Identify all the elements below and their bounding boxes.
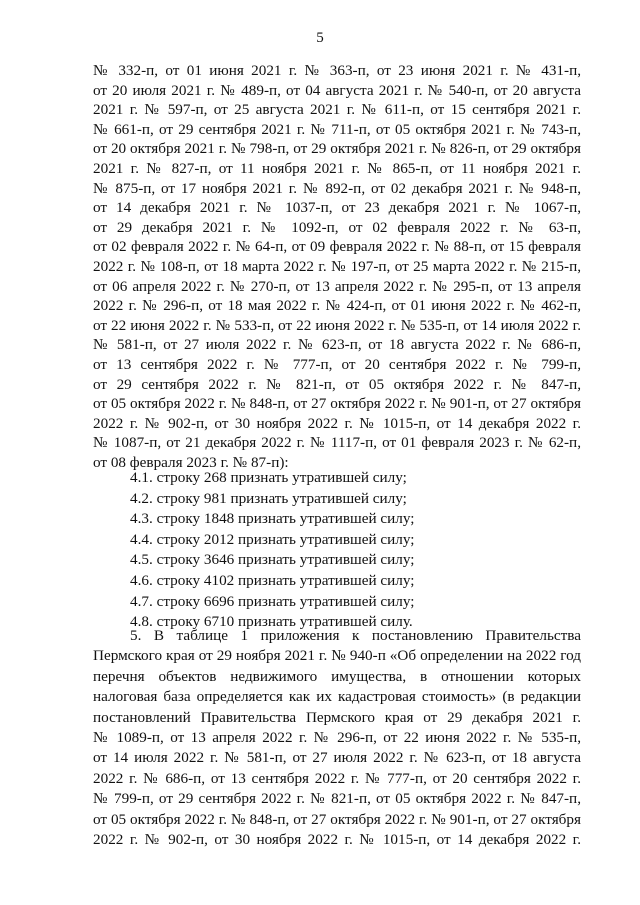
- text-line: № 799-п, от 29 сентября 2022 г. № 821-п, от 05 октября 2022 г. № 847-п,: [93, 790, 581, 808]
- text-line: налоговая база определяется как их кадастровая стоимость» (в редакции: [93, 688, 581, 706]
- text-line: 2022 г. № 686-п, от 13 сентября 2022 г. № 777-п, от 20 сентября 2022 г.: [93, 769, 581, 787]
- list-item: 4.8. строку 6710 признать утратившей силу.: [130, 613, 413, 631]
- text-line: перечня объектов недвижимого имущества, в отношении которых: [93, 667, 581, 685]
- text-line: 2022 г. № 108-п, от 18 марта 2022 г. № 197-п, от 25 марта 2022 г. № 215-п,: [93, 257, 581, 275]
- text-line: от 14 декабря 2021 г. № 1037-п, от 23 декабря 2021 г. № 1067-п,: [93, 199, 581, 217]
- text-line: 2021 г. № 827-п, от 11 ноября 2021 г. № 865-п, от 11 ноября 2021 г.: [93, 159, 581, 177]
- text-line: 2022 г. № 296-п, от 18 мая 2022 г. № 424-п, от 01 июня 2022 г. № 462-п,: [93, 297, 581, 315]
- list-item: 4.4. строку 2012 признать утратившей силу;: [130, 530, 415, 548]
- text-line: Пермского края от 29 ноября 2021 г. № 940-п «Об определении на 2022 год: [93, 647, 581, 665]
- text-line: № 332-п, от 01 июня 2021 г. № 363-п, от 23 июня 2021 г. № 431-п,: [93, 62, 581, 79]
- items-list: [93, 468, 581, 633]
- text-line: № 1087-п, от 21 декабря 2022 г. № 1117-п, от 01 февраля 2023 г. № 62-п,: [93, 434, 581, 452]
- text-line: от 20 июля 2021 г. № 489-п, от 04 августа 2021 г. № 540-п, от 20 августа: [93, 81, 581, 99]
- text-line: от 14 июля 2022 г. № 581-п, от 27 июля 2022 г. № 623-п, от 18 августа: [93, 749, 581, 767]
- list-item: 4.1. строку 268 признать утратившей силу;: [130, 469, 407, 486]
- text-line: 2021 г. № 597-п, от 25 августа 2021 г. № 611-п, от 15 сентября 2021 г.: [93, 101, 581, 119]
- text-line: от 05 октября 2022 г. № 848-п, от 27 октября 2022 г. № 901-п, от 27 октября: [93, 810, 581, 828]
- text-line: 5. В таблице 1 приложения к постановлению Правительства: [130, 627, 581, 644]
- list-item: 4.6. строку 4102 признать утратившей силу;: [130, 571, 415, 589]
- list-item: 4.3. строку 1848 признать утратившей силу;: [130, 510, 415, 528]
- text-line: № 581-п, от 27 июля 2022 г. № 623-п, от 18 августа 2022 г. № 686-п,: [93, 336, 581, 354]
- text-line: от 02 февраля 2022 г. № 64-п, от 09 февраля 2022 г. № 88-п, от 15 февраля: [93, 238, 581, 256]
- text-line: от 06 апреля 2022 г. № 270-п, от 13 апреля 2022 г. № 295-п, от 13 апреля: [93, 277, 581, 295]
- text-line: постановлений Правительства Пермского края от 29 декабря 2021 г.: [93, 708, 581, 726]
- text-line: от 05 октября 2022 г. № 848-п, от 27 октября 2022 г. № 901-п, от 27 октября: [93, 395, 581, 413]
- list-item: 4.5. строку 3646 признать утратившей силу;: [130, 551, 415, 569]
- text-line: 2022 г. № 902-п, от 30 ноября 2022 г. № 1015-п, от 14 декабря 2022 г.: [93, 414, 581, 432]
- text-line: № 875-п, от 17 ноября 2021 г. № 892-п, от 02 декабря 2021 г. № 948-п,: [93, 179, 581, 197]
- text-line: 2022 г. № 902-п, от 30 ноября 2022 г. № 1015-п, от 14 декабря 2022 г.: [93, 831, 581, 849]
- text-line: № 1089-п, от 13 апреля 2022 г. № 296-п, от 22 июня 2022 г. № 535-п,: [93, 729, 581, 747]
- text-line: № 661-п, от 29 сентября 2021 г. № 711-п, от 05 октября 2021 г. № 743-п,: [93, 120, 581, 138]
- list-item: 4.7. строку 6696 признать утратившей силу;: [130, 592, 415, 610]
- paragraph-item-5: [93, 626, 581, 850]
- paragraph-amendments-list: [93, 61, 581, 472]
- text-line: от 08 февраля 2023 г. № 87-п):: [93, 453, 289, 471]
- page-number: 5: [316, 30, 324, 46]
- text-line: от 29 сентября 2022 г. № 821-п, от 05 октября 2022 г. № 847-п,: [93, 375, 581, 393]
- text-line: от 29 декабря 2021 г. № 1092-п, от 02 февраля 2022 г. № 63-п,: [93, 218, 581, 236]
- list-item: 4.2. строку 981 признать утратившей силу;: [130, 489, 407, 507]
- text-line: от 13 сентября 2022 г. № 777-п, от 20 сентября 2022 г. № 799-п,: [93, 355, 581, 373]
- text-line: от 22 июня 2022 г. № 533-п, от 22 июня 2022 г. № 535-п, от 14 июля 2022 г.: [93, 316, 581, 334]
- text-line: от 20 октября 2021 г. № 798-п, от 29 октября 2021 г. № 826-п, от 29 октября: [93, 140, 581, 158]
